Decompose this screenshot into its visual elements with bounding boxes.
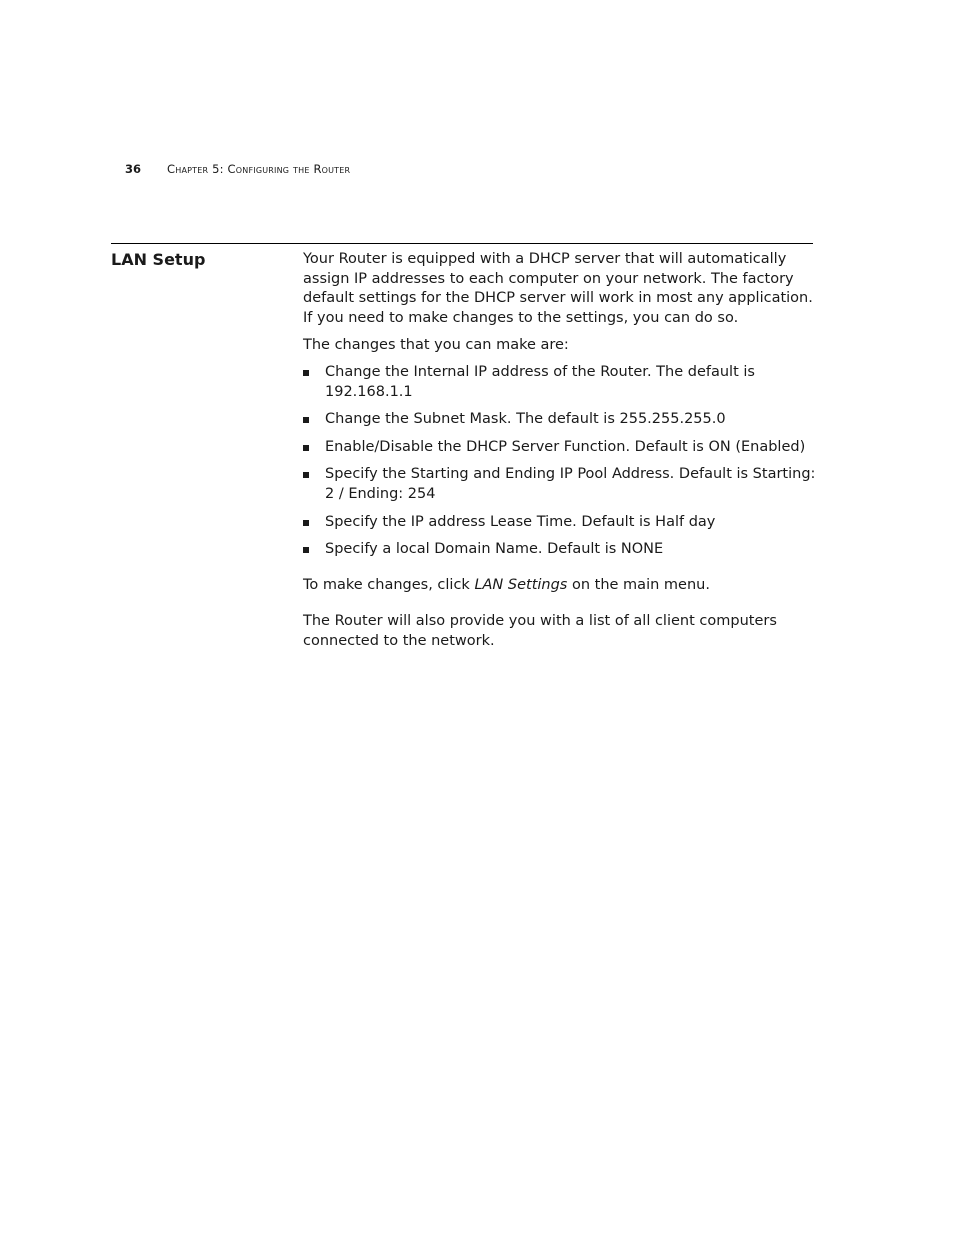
list-item-text: Specify the Starting and Ending IP Pool Address. Default is Starting: 2 / Ending: 254 xyxy=(325,466,816,502)
section-divider xyxy=(111,243,813,244)
make-changes-paragraph xyxy=(303,576,818,596)
list-item-text: Specify a local Domain Name. Default is NONE xyxy=(325,541,664,558)
list-item xyxy=(303,363,818,402)
list-item xyxy=(303,465,818,504)
bullet-square-icon xyxy=(303,520,309,526)
list-item-text: Enable/Disable the DHCP Server Function. Default is ON (Enabled) xyxy=(325,438,806,455)
make-changes-suffix: on the main menu. xyxy=(567,576,710,593)
list-item xyxy=(303,540,818,560)
bullet-square-icon xyxy=(303,370,309,376)
lan-settings-menu-reference: LAN Settings xyxy=(474,576,568,593)
bullet-square-icon xyxy=(303,547,309,553)
page-number: 36 xyxy=(125,162,142,176)
list-item xyxy=(303,438,818,458)
bullet-square-icon xyxy=(303,472,309,478)
section-heading: LAN Setup xyxy=(111,250,206,269)
intro-paragraph: Your Router is equipped with a DHCP server that will automatically assign IP addresses to each computer on your network. The factory default settings for the DHCP server will work in most any application. If you need to make changes to the settings, you can do so. xyxy=(303,251,813,326)
list-item-text: Specify the IP address Lease Time. Default is Half day xyxy=(325,513,716,530)
chapter-title: Chapter 5: Configuring the Router xyxy=(167,162,351,176)
bullet-square-icon xyxy=(303,445,309,451)
list-item-text: Change the Subnet Mask. The default is 255.255.255.0 xyxy=(325,411,726,428)
list-item-text: Change the Internal IP address of the Router. The default is 192.168.1.1 xyxy=(325,363,755,400)
list-item xyxy=(303,513,818,533)
changes-lead-paragraph: The changes that you can make are: xyxy=(303,337,569,354)
running-header xyxy=(125,161,350,177)
bullet-square-icon xyxy=(303,417,309,423)
make-changes-prefix: To make changes, click xyxy=(303,576,475,593)
changes-list xyxy=(303,363,818,560)
section-body xyxy=(303,250,818,652)
client-list-paragraph: The Router will also provide you with a list of all client computers connected to the network. xyxy=(303,613,777,649)
list-item xyxy=(303,410,818,430)
